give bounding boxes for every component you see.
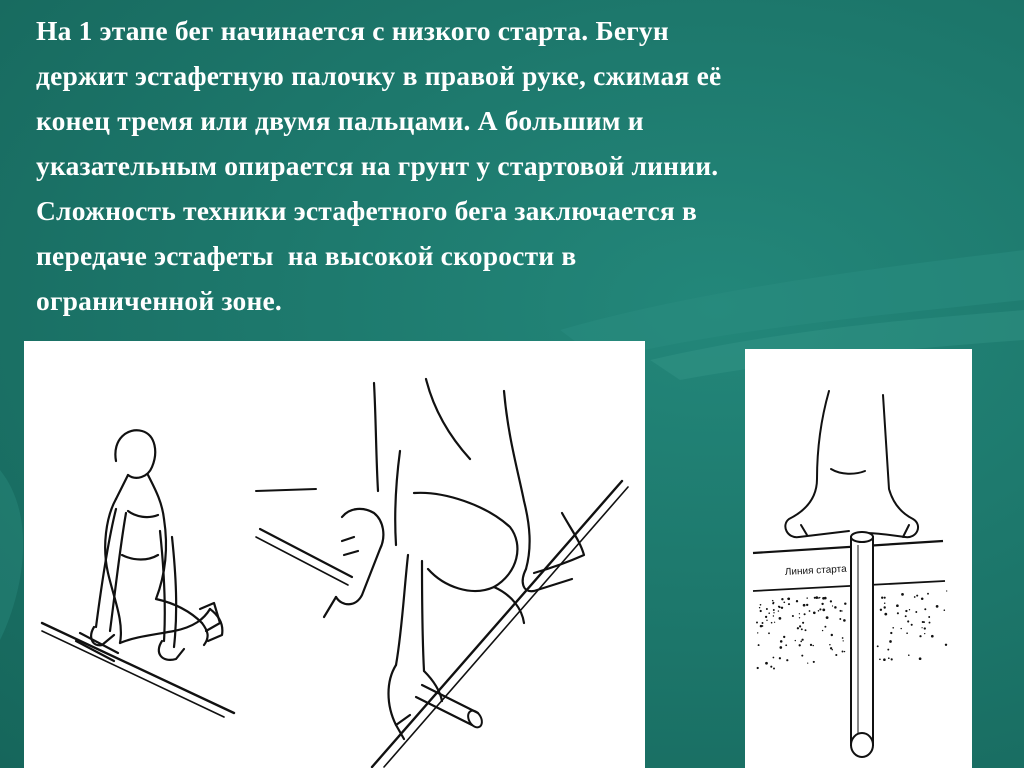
ground-dot	[829, 644, 830, 645]
ground-dot	[799, 617, 800, 618]
ground-dot	[929, 622, 931, 624]
ground-dot	[773, 612, 774, 613]
ground-dot	[799, 613, 800, 614]
ground-dot	[821, 603, 823, 605]
ground-dot	[765, 616, 767, 618]
ground-dot	[822, 630, 823, 631]
ground-dot	[815, 596, 818, 599]
ground-dot	[884, 606, 886, 608]
ground-dot	[835, 654, 837, 656]
text-line: передаче эстафеты на высокой скорости в	[36, 240, 577, 271]
text-line: Сложность техники эстафетного бега заключается в	[36, 195, 698, 226]
ground-dot	[812, 645, 813, 646]
ground-dot	[889, 640, 892, 643]
ground-dot	[883, 658, 886, 661]
text-line: держит эстафетную палочку в правой руке, сжимая её	[36, 60, 722, 91]
ground-dot	[773, 602, 775, 604]
hand-figure	[785, 391, 918, 537]
crouching-runner-figure	[76, 430, 222, 661]
ground-dot	[799, 625, 801, 627]
ground-dot	[922, 621, 924, 623]
ground-dot	[785, 644, 787, 646]
ground-dot	[834, 606, 837, 609]
ground-dot	[818, 597, 820, 599]
ground-dot	[877, 645, 879, 647]
slide-body-text	[36, 8, 996, 323]
ground-dot	[792, 615, 794, 617]
start-line-bottom-edge	[753, 581, 945, 591]
ground-dot	[897, 612, 899, 614]
text-line: конец тремя или двумя пальцами. А большим и	[36, 105, 644, 136]
ground-dot	[905, 615, 907, 617]
ground-dot	[756, 622, 758, 624]
text-line: указательным опирается на грунт у стартовой линии.	[36, 150, 719, 181]
ground-dot	[826, 616, 829, 619]
start-line-label: Линия старта	[784, 563, 847, 578]
ground-dot	[757, 667, 759, 669]
ground-dot	[804, 613, 806, 615]
ground-dot	[881, 597, 883, 599]
ground-dot	[843, 640, 844, 641]
ground-dot	[887, 649, 889, 651]
ground-dot	[813, 611, 816, 614]
ground-dot	[928, 616, 930, 618]
ground-dot	[888, 657, 890, 659]
ground-dot	[946, 590, 947, 591]
ground-dot	[800, 641, 802, 643]
ground-dot	[916, 595, 918, 597]
ground-dot	[786, 659, 788, 661]
ground-dot	[911, 624, 913, 626]
ground-dot	[758, 644, 760, 646]
ground-dot	[806, 597, 807, 598]
ground-dot	[890, 632, 892, 634]
ground-dot	[807, 662, 808, 663]
start-line-diagonal	[372, 481, 622, 767]
ground-dot	[773, 609, 775, 611]
low-start-drawing	[24, 341, 645, 768]
ground-dot	[839, 610, 841, 612]
ground-dot	[797, 627, 799, 629]
ground-dot	[884, 597, 886, 599]
ground-dot	[779, 606, 781, 608]
ground-dot	[919, 635, 921, 637]
ground-dot	[783, 601, 785, 603]
ground-dot	[768, 632, 770, 634]
ground-dot	[924, 633, 925, 634]
ground-dot	[772, 600, 774, 602]
ground-dot	[760, 604, 762, 606]
ground-dot	[801, 628, 803, 630]
ground-dot	[810, 644, 812, 646]
ground-dot	[891, 658, 893, 660]
text-line: ограниченной зоне.	[36, 285, 283, 316]
ground-dot	[844, 602, 846, 604]
ground-dot	[905, 610, 907, 612]
ground-dot	[842, 651, 844, 653]
ground-dot	[788, 603, 790, 605]
start-line-hand-drawing	[745, 349, 972, 768]
low-start-illustration	[24, 341, 645, 768]
ground-dot	[936, 605, 939, 608]
ground-dot	[884, 613, 887, 616]
ground-dot	[915, 611, 917, 613]
ground-dot	[824, 597, 827, 600]
ground-dot	[762, 625, 764, 627]
ground-dot	[832, 649, 833, 650]
ground-dot	[944, 609, 946, 611]
ground-dot	[771, 622, 773, 624]
ground-dot	[801, 655, 803, 657]
ground-dot	[802, 622, 804, 624]
ground-dot	[822, 609, 825, 612]
ground-dot	[766, 608, 768, 610]
ground-dot	[914, 596, 916, 598]
ground-dot	[919, 657, 922, 660]
ground-dot	[896, 604, 899, 607]
ground-dot	[796, 600, 798, 602]
ground-dot	[907, 620, 909, 622]
ground-dot	[806, 604, 808, 606]
ground-dot	[809, 610, 811, 612]
ground-dot	[842, 637, 844, 639]
ground-dot	[921, 598, 924, 601]
ground-dot	[781, 607, 783, 609]
hand-closeup-figure	[324, 379, 584, 739]
ground-dot	[843, 619, 846, 622]
ground-dot	[931, 635, 934, 638]
start-line	[42, 623, 234, 713]
ground-dot	[762, 622, 764, 624]
ground-dot	[757, 632, 758, 633]
ground-dot	[773, 615, 774, 616]
ground-dot	[900, 628, 901, 629]
ground-dot	[844, 651, 845, 652]
start-line-hand-illustration	[745, 349, 972, 768]
track-line	[260, 529, 352, 577]
ground-dot	[803, 604, 806, 607]
ground-dot	[783, 636, 785, 638]
ground-dot	[770, 666, 772, 668]
ground-dot	[901, 593, 904, 596]
ground-dot	[924, 608, 926, 610]
ground-dot	[818, 610, 820, 612]
ground-dot	[880, 609, 882, 611]
ground-dot	[773, 657, 775, 659]
ground-dot	[830, 600, 832, 602]
ground-dot	[908, 654, 910, 656]
ground-dot	[799, 644, 801, 646]
ground-dot	[909, 609, 910, 610]
ground-dot	[780, 640, 783, 643]
ground-dot	[779, 617, 782, 620]
ground-dot	[832, 605, 833, 606]
ground-dot	[765, 662, 768, 665]
ground-dot	[805, 629, 807, 631]
ground-dot	[824, 626, 826, 628]
ground-dot	[884, 602, 885, 603]
ground-dot	[831, 634, 833, 636]
ground-dot	[921, 627, 922, 628]
ground-dot	[892, 627, 894, 629]
ground-dot	[927, 593, 929, 595]
ground-dot	[906, 632, 908, 634]
ground-dot	[774, 622, 775, 623]
ground-dot	[924, 627, 926, 629]
ground-dot	[801, 639, 803, 641]
ground-dot	[813, 661, 815, 663]
ground-dot	[945, 644, 947, 646]
ground-dot	[795, 640, 796, 641]
ground-dot	[773, 668, 775, 670]
start-line-top-edge	[753, 541, 943, 553]
ground-dot	[779, 657, 781, 659]
text-line: На 1 этапе бег начинается с низкого старта. Бегун	[36, 15, 669, 46]
ground-dot	[839, 618, 841, 620]
ground-dot	[819, 608, 821, 610]
ground-dot	[841, 610, 842, 611]
ground-dot	[759, 607, 760, 608]
ground-dot	[779, 646, 782, 649]
ground-dot	[768, 612, 770, 614]
ground-dot	[788, 598, 791, 601]
ground-dot	[781, 598, 783, 600]
ground-dot	[760, 610, 762, 612]
ground-dot	[766, 620, 767, 621]
baton	[851, 532, 873, 757]
ground-dot	[879, 658, 881, 660]
ground-dot	[778, 610, 779, 611]
